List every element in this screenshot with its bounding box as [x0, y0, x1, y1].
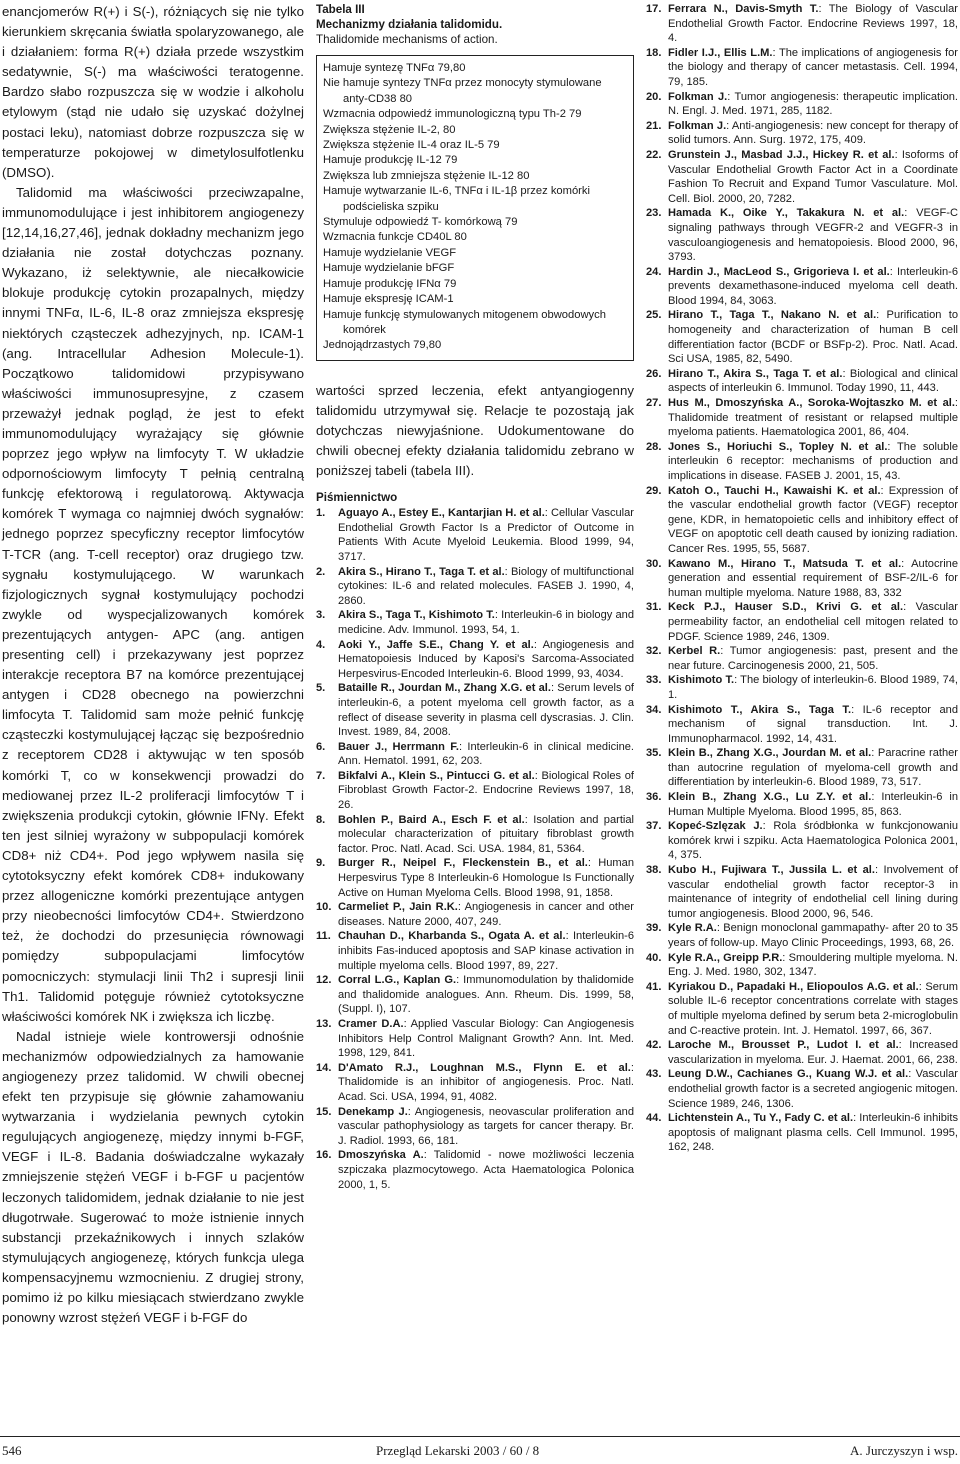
- reference-number: 12.: [316, 974, 332, 987]
- reference-list: [646, 2, 958, 1155]
- reference-text: : Interleukin-6 inhibits apoptosis of malignant plasma cells. Cell Immunol. 1995, 162, 248.: [668, 1112, 959, 1154]
- reference-text: : Angiogenesis in cancer and other diseases. Nature 2000, 407, 249.: [338, 901, 634, 928]
- reference-item: [646, 367, 958, 396]
- page-number: 546: [2, 1443, 22, 1458]
- reference-item: [646, 1067, 958, 1111]
- reference-text: : Interleukin-6 in Human Multiple Myeloma. Blood 1995, 85, 863.: [668, 791, 958, 818]
- reference-authors: Klein B., Zhang X.G., Lu Z.Y. et al.: [668, 791, 872, 804]
- reference-authors: Kyle R.A., Greipp P.R.: [668, 951, 783, 964]
- column-1: [2, 2, 304, 1328]
- body-paragraph: Nadal istnieje wiele kontrowersji odnośnie mechanizmów odpowiedzialnych za hamowanie angiogenezy przez talidomid. W chwili obecnej efekt ten przypisuje się głównie zahamowaniu wytwarzania i wydzielania pewnych cytokin regulujących angiogenezę, między innymi b-FGF, VEGF i IL-8. Badania doświadczalne wykazały zmniejszenie stężeń VEGF i b-FGF u pacjentów leczonych talidomidem, jednak działanie to nie jest długotrwałe. Sugerować to może istnienie innych substancji przekaźnikowych i innych szlaków stymulujących angiogenezę, których funkcja ulega kompensacyjnemu wzmocnieniu. Z drugiej strony, pomimo iż po kilku miesiącach stwierdzano zwykle ponowny wzrost stężeń VEGF i b-FGF do: [2, 1028, 304, 1326]
- reference-authors: Dmoszyńska A.: [338, 1149, 424, 1162]
- reference-number: 28.: [646, 440, 662, 453]
- reference-item: [646, 1038, 958, 1067]
- reference-number: 42.: [646, 1039, 662, 1052]
- reference-text: : VEGF-C signaling pathways through VEGFR-2 and VEGFR-3 in vasculoangiogenesis and hematopoiesis. Blood 2000, 96, 3793.: [668, 207, 958, 264]
- reference-number: 36.: [646, 791, 662, 804]
- reference-item: [646, 644, 958, 673]
- reference-number: 7.: [316, 769, 326, 782]
- reference-number: 39.: [646, 922, 662, 935]
- reference-number: 37.: [646, 820, 662, 833]
- reference-text: : Immunomodulation by thalidomide and thalidomide analogues. Ann. Rheum. Dis. 1999, 58, (Suppl. I), 107.: [338, 974, 634, 1016]
- reference-item: [646, 440, 958, 484]
- reference-item: [316, 1017, 634, 1061]
- reference-item: [646, 148, 958, 206]
- reference-text: : Paracrine rather than autocrine regulation of myeloma-cell growth and differentiation by interleukin-6. Blood 1989, 73, 517.: [668, 747, 958, 789]
- reference-authors: Aguayo A., Estey E., Kantarjian H. et al.: [338, 507, 545, 520]
- reference-number: 13.: [316, 1017, 332, 1030]
- reference-number: 3.: [316, 609, 326, 622]
- reference-text: : Human Herpesvirus Type 8 Interleukin-6 Homologue Is Functionally Active on Human Myeloma Cells. Blood 1998, 91, 1858.: [338, 857, 634, 899]
- reference-text: : Biological Roles of Fibroblast Growth Factor-2. Endocrine Reviews 1997, 18, 26.: [338, 769, 634, 812]
- reference-item: [316, 565, 634, 609]
- reference-number: 41.: [646, 980, 662, 993]
- reference-authors: Hamada K., Oike Y., Takakura N. et al.: [668, 207, 905, 220]
- reference-authors: Hardin J., MacLeod S., Grigorieva I. et al.: [668, 265, 890, 278]
- reference-authors: Ferrara N., Davis-Smyth T.: [668, 3, 819, 15]
- table-row: Zwiększa stężenie IL-4 oraz IL-5 79: [323, 139, 500, 152]
- reference-item: [646, 396, 958, 440]
- table-label: Tabela III: [316, 3, 365, 16]
- reference-text: : Tumor angiogenesis: therapeutic implication. N. Engl. J. Med. 1971, 285, 1182.: [668, 90, 958, 118]
- reference-authors: Laroche M., Brousset P., Ludot I. et al.: [668, 1039, 899, 1052]
- table-row: Wzmacnia funkcje CD40L 80: [323, 231, 467, 244]
- reference-text: : Increased vascularization in myeloma. Eur. J. Haemat. 2001, 66, 238.: [668, 1039, 958, 1066]
- reference-authors: Kyle R.A.: [668, 922, 717, 935]
- reference-authors: Akira S., Taga T., Kishimoto T.: [338, 609, 495, 622]
- reference-text: : Cellular Vascular Endothelial Growth Factor Is a Predictor of Outcome in Patients With Acute Myeloid Leukemia. Blood 1999, 94, 3717.: [338, 507, 634, 563]
- table-row: Hamuje ekspresję ICAM-1: [323, 293, 454, 306]
- reference-item: [646, 703, 958, 747]
- footer-author: A. Jurczyszyn i wsp.: [850, 1443, 958, 1458]
- reference-text: : Serum soluble IL-6 receptor concentrations correlate with stages of multiple myeloma defined by serum beta 2-microglobulin and C-reactive protein. Int. J. Hematol. 1997, 66, 367.: [668, 980, 958, 1037]
- reference-item: [646, 790, 958, 819]
- reference-authors: Hirano T., Taga T., Nakano N. et al.: [668, 309, 877, 322]
- table-row: Hamuje produkcję IL-12 79: [323, 154, 458, 167]
- reference-authors: Kishimoto T.: [668, 674, 735, 687]
- reference-authors: Folkman J.: [668, 90, 728, 103]
- reference-number: 1.: [316, 507, 326, 520]
- reference-item: [646, 2, 958, 46]
- reference-text: : Serum levels of interleukin-6, a potent myeloma cell growth factor, as a reflect of disease severity in plasma cell dyscrasias. J. Clin. Invest. 1989, 84, 2008.: [338, 682, 634, 739]
- reference-item: [316, 608, 634, 637]
- reference-item: [646, 863, 958, 921]
- reference-text: : Biological and clinical aspects of interleukin 6. Immunol. Today 1990, 11, 443.: [668, 367, 958, 395]
- reference-number: 44.: [646, 1112, 662, 1125]
- reference-text: : The implications of angiogenesis for the biology and therapy of cancer metastasis. Cell. 1994, 79, 185.: [668, 46, 958, 88]
- reference-text: : Involvement of vascular endothelial growth factor receptor-3 in maintenance of integrity of endothelial cell lining during tumor angiogenesis. Blood 2000, 96, 546.: [668, 864, 959, 920]
- reference-text: : Interleukin-6 in biology and medicine. Adv. Immunol. 1993, 54, 1.: [338, 609, 634, 636]
- reference-text: : Talidomid - nowe możliwości leczenia szpiczaka plazmocytowego. Acta Haematologica Polonica 2000, 1, 5.: [338, 1149, 635, 1191]
- reference-number: 2.: [316, 565, 326, 578]
- reference-text: : Angiogenesis and Hematopoiesis Induced by Kaposi's Sarcoma-Associated Herpesvirus-Encoded Interleukin-6. Blood 1999, 93, 4034.: [338, 638, 634, 680]
- reference-item: [316, 929, 634, 973]
- reference-text: : Angiogenesis, neovascular proliferation and vascular pathophysiology as targets for cancer therapy. Br. J. Radiol. 1993, 66, 181.: [338, 1105, 634, 1147]
- reference-text: : Isoforms of Vascular Endothelial Growth Factor Act in a Coordinate Fashion To Recruit and Expand Tumor Vasculature. Mol. Cell. Biol. 2000, 20, 7282.: [668, 148, 958, 205]
- reference-number: 35.: [646, 747, 662, 760]
- reference-item: [646, 746, 958, 790]
- reference-authors: Aoki Y., Jaffe S.E., Chang Y. et al.: [338, 638, 534, 651]
- reference-text: : Benign monoclonal gammapathy- after 20 to 35 years of follow-up. Mayo Clinic Proceedings, 1993, 68, 26.: [668, 922, 958, 949]
- reference-item: [646, 1111, 958, 1155]
- reference-number: 21.: [646, 119, 662, 132]
- reference-text: : Tumor angiogenesis: past, present and the near future. Carcinogenesis 2000, 21, 505.: [668, 645, 958, 672]
- reference-item: [646, 206, 958, 264]
- reference-authors: Kerbel R.: [668, 645, 721, 658]
- page-footer: [0, 1436, 960, 1464]
- reference-number: 9.: [316, 857, 326, 870]
- table-row: Hamuje wytwarzanie IL-6, TNFα i IL-1β przez komórki podścieliska szpiku: [323, 185, 590, 213]
- reference-item: [646, 265, 958, 309]
- reference-item: [316, 900, 634, 929]
- reference-text: : Vascular endothelial growth factor is a secreted angiogenic mitogen. Science 1989, 246, 1306.: [668, 1068, 958, 1110]
- reference-authors: Akira S., Hirano T., Taga T. et al.: [338, 565, 505, 578]
- body-paragraph: enancjomerów R(+) i S(-), różniących się nie tylko kierunkiem skręcania światła spolaryzowanego, ale i działaniem: forma R(+) działa przede wszystkim sedatywnie, S(-) ma właściwości teratogenne. Bardzo słabo rozpuszcza się w wodzie i alkoholu etylowym (stąd nie udało się uzyskać dożylnej postaci leku), natomiast dobrze rozpuszcza się w temperaturze pokojowej w dimetylosulfotlenku (DMSO).: [2, 4, 304, 180]
- reference-number: 11.: [316, 930, 331, 943]
- reference-authors: Kubo H., Fujiwara T., Jussila L. et al.: [668, 864, 875, 877]
- reference-item: [646, 951, 958, 980]
- reference-text: : Thalidomide is an inhibitor of angiogenesis. Proc. Natl. Acad. Sci. USA, 1994, 91, 4082.: [338, 1061, 634, 1103]
- reference-authors: Lichtenstein A., Tu Y., Fady C. et al.: [668, 1112, 854, 1125]
- reference-text: : Isolation and partial molecular characterization of pituitary fibroblast growth factor. Proc. Natl. Acad. Sci. USA. 1984, 81, 5364.: [338, 813, 635, 855]
- reference-authors: Katoh O., Tauchi H., Kawaishi K. et al.: [668, 484, 881, 497]
- reference-item: [316, 769, 634, 813]
- reference-number: 30.: [646, 557, 662, 570]
- reference-authors: Klein B., Zhang X.G., Jourdan M. et al.: [668, 747, 872, 760]
- reference-text: : Interleukin-6 prevents dexamethasone-induced myeloma cell death. Blood 1994, 84, 3063.: [668, 265, 958, 307]
- reference-authors: Fidler I.J., Ellis L.M.: [668, 46, 773, 59]
- reference-authors: Bauer J., Herrmann F.: [338, 740, 459, 753]
- reference-item: [646, 46, 958, 90]
- table-title-pl: Mechanizmy działania talidomidu.: [316, 18, 503, 31]
- reference-number: 18.: [646, 46, 662, 59]
- reference-text: : Purification to homogeneity and characterization of human B cell differentiation factor (BCDF or BSFp-2). Proc. Natl. Acad. Sci USA, 1985, 82, 5490.: [668, 309, 958, 366]
- column-2: [316, 2, 634, 1192]
- reference-authors: Hirano T., Akira S., Taga T. et al.: [668, 367, 843, 380]
- reference-text: : Autocrine generation and essential requirement of BSF-2/IL-6 for human multiple myeloma. Nature 1988, 83, 332: [668, 557, 958, 599]
- reference-number: 6.: [316, 740, 326, 753]
- reference-text: : Rola śródbłonka w funkcjonowaniu komórek krwi i szpiku. Acta Haematologica Polonica 2001, 4, 375.: [668, 820, 958, 862]
- table-row: Hamuje syntezę TNFα 79,80: [323, 62, 466, 74]
- reference-authors: Corral L.G., Kaplan G.: [338, 974, 457, 987]
- reference-number: 25.: [646, 309, 662, 322]
- reference-text: : Vascular permeability factor, an endothelial cell mitogen related to PDGF. Science 1989, 246, 1309.: [668, 601, 958, 643]
- body-paragraph: Talidomid ma właściwości przeciwzapalne, immunomodulujące i jest inhibitorem angiogenezy [12,14,16,27,46], jednak dokładny mechanizm jego działania nie został dotychczas poznany. Wykazano, iż selektywnie, ale niecałkowicie blokuje produkcję cytokin prozapalnych, między innymi TNFα, IL-6, IL-8 oraz zmniejsza ekspresję niektórych cząsteczek adhezyjnych, np. ICAM-1 (ang. Intracellular Adhesion Molecule-1). Początkowo talidomidowi przypisywano właściwości immunosupresyjne, z czasem przeważył jednak pogląd, że jest to efekt immunomodulujący wyrażający się głównie poprzez jego wpływ na limfocyty T. W układzie odpornościowym limfocyty T pełnią centralną funkcję efektorową i regulatorową. Aktywacja komórek T wymaga co najmniej dwóch sygnałów: jednego poprzez specyficzny receptor limfocytów T-TCR (ang. T-cell receptor) oraz drugiego tzw. sygnału kostymulującego. W warunkach fizjologicznych sygnał kostymulujący pochodzi zwykle od wyspecjalizowanych komórek prezentujących antygen- APC (ang. antigen presenting cell) i przekazywany jest poprzez interakcje receptora B7 na komórce prezentującej antygen i CD28 obecnego na powierzchni limfocyta T. Talidomid sam może pełnić funkcję cząsteczki kostymulującej łącząc się bezpośrednio z receptorem CD28 i aktywując w ten sposób komórki T, co w konsekwencji prowadzi do mediowanej przez IL-2 proliferacji limfocytów T i zwiększenia produkcji cytokin, głównie IFNγ. Efekt ten jest silniej wyrażony w subpopulacji komórek CD8+ niż CD4+. Pod jego wpływem nasila się cytotoksyczny efekt komórek CD8+ indukowany przez allogeniczne komórki prezentujące antygen przy nieobecności limfocytów CD4+. Stwierdzono też, że dochodzi do przesunięcia równowagi pomiędzy subpopulacjami limfocytów pomocniczych: stymulacji linii Th2 i supresji linii Th1. Talidomid potęguje również cytotoksyczne właściwości komórek NK i zwiększa ich liczbę.: [2, 184, 304, 1024]
- reference-item: [316, 740, 634, 769]
- reference-number: 43.: [646, 1068, 662, 1081]
- reference-number: 38.: [646, 864, 662, 877]
- reference-item: [316, 973, 634, 1017]
- reference-text: : Anti-angiogenesis: new concept for therapy of solid tumors. Ann. Surg. 1972, 175, 409.: [668, 119, 958, 147]
- reference-item: [316, 681, 634, 739]
- table-row: Wzmacnia odpowiedź immunologiczną typu Th-2 79: [323, 108, 582, 121]
- reference-item: [316, 506, 634, 564]
- reference-item: [316, 1148, 634, 1192]
- table-row: Stymuluje odpowiedź T- komórkową 79: [323, 216, 518, 229]
- reference-item: [646, 557, 958, 601]
- reference-item: [646, 308, 958, 366]
- reference-item: [316, 1061, 634, 1105]
- reference-text: : Interleukin-6 inhibits Fas-induced apoptosis and SAP kinase activation in multiple myeloma cells. Blood 1997, 89, 227.: [338, 930, 634, 972]
- reference-authors: Leung D.W., Cachianes G., Kuang W.J. et al.: [668, 1068, 909, 1081]
- reference-authors: Carmeliet P., Jain R.K.: [338, 901, 458, 914]
- reference-text: : Smouldering multiple myeloma. N. Eng. J. Med. 1980, 302, 1347.: [668, 951, 958, 979]
- reference-authors: Grunstein J., Masbad J.J., Hickey R. et al.: [668, 148, 895, 161]
- table-box: [316, 55, 634, 361]
- reference-item: [646, 921, 958, 950]
- table-title-en: Thalidomide mechanisms of action.: [316, 33, 498, 46]
- reference-number: 16.: [316, 1149, 332, 1162]
- reference-item: [646, 119, 958, 148]
- reference-number: 32.: [646, 645, 662, 658]
- reference-authors: Chauhan D., Kharbanda S., Ogata A. et al.: [338, 930, 566, 943]
- reference-authors: Burger R., Neipel F., Fleckenstein B., et al.: [338, 857, 588, 870]
- reference-authors: Bataille R., Jourdan M., Zhang X.G. et al.: [338, 682, 551, 695]
- reference-authors: Hus M., Dmoszyńska A., Soroka-Wojtaszko M. et al.: [668, 397, 955, 410]
- reference-number: 27.: [646, 397, 662, 410]
- reference-number: 34.: [646, 703, 662, 716]
- reference-item: [316, 638, 634, 682]
- reference-number: 20.: [646, 90, 662, 103]
- reference-number: 33.: [646, 674, 662, 687]
- reference-list: [316, 506, 634, 1192]
- reference-authors: Kopeć-Szlęzak J.: [668, 820, 763, 833]
- reference-number: 5.: [316, 682, 326, 695]
- reference-text: : Applied Vascular Biology: Can Angiogenesis Inhibitors Help Control Malignant Growth? Ann. Int. Med. 1998, 129, 841.: [338, 1017, 634, 1060]
- journal-name: Przegląd Lekarski 2003 / 60 / 8: [376, 1443, 540, 1458]
- reference-number: 8.: [316, 813, 326, 826]
- body-paragraph: wartości sprzed leczenia, efekt antyangiogenny talidomidu utrzymywał się. Relacje te pozostają jak dotychczas niewyjaśnione. Udokumentowane do chwili obecnej efekty działania talidomidu zebrano w poniższej tabeli (tabela III).: [316, 382, 634, 479]
- reference-item: [316, 1105, 634, 1149]
- reference-number: 15.: [316, 1105, 332, 1118]
- reference-number: 4.: [316, 638, 326, 651]
- column-3: [646, 2, 958, 1155]
- reference-number: 17.: [646, 3, 662, 15]
- reference-authors: D'Amato R.J., Loughnan M.S., Flynn E. et al.: [338, 1061, 631, 1074]
- table-row: Jednojądrzastych 79,80: [323, 339, 442, 352]
- reference-text: : The biology of interleukin-6. Blood 1989, 74, 1.: [668, 674, 958, 701]
- reference-number: 22.: [646, 148, 662, 161]
- reference-authors: Cramer D.A.: [338, 1017, 404, 1030]
- table-row: Hamuje funkcję stymulowanych mitogenem obwodowych komórek: [323, 308, 606, 336]
- reference-text: : Interleukin-6 in clinical medicine. Ann. Hematol. 1991, 62, 203.: [338, 740, 634, 768]
- reference-number: 23.: [646, 207, 662, 220]
- reference-text: : The Biology of Vascular Endothelial Growth Factor. Endocrine Reviews 1997, 18, 4.: [668, 3, 958, 45]
- table-row: Hamuje wydzielanie bFGF: [323, 262, 455, 275]
- table-row: Hamuje produkcję IFNα 79: [323, 277, 457, 290]
- reference-item: [646, 980, 958, 1038]
- reference-authors: Kishimoto T., Akira S., Taga T.: [668, 703, 852, 716]
- reference-authors: Kyriakou D., Papadaki H., Eliopoulos A.G. et al.: [668, 980, 919, 993]
- reference-item: [646, 819, 958, 863]
- reference-authors: Folkman J.: [668, 119, 727, 132]
- reference-number: 14.: [316, 1061, 332, 1074]
- reference-item: [646, 484, 958, 557]
- reference-authors: Bohlen P., Baird A., Esch F. et al.: [338, 813, 525, 826]
- table-row: Hamuje wydzielanie VEGF: [323, 246, 457, 259]
- reference-text: : IL-6 receptor and mechanism of signal transduction. Int. J. Immunopharmacol. 1992, 14, 431.: [668, 703, 958, 745]
- reference-number: 10.: [316, 901, 332, 914]
- reference-authors: Keck P.J., Hauser S.D., Krivi G. et al.: [668, 601, 904, 614]
- reference-text: : Biology of multifunctional cytokines: IL-6 and related molecules. FASEB J. 1990, 4, 2860.: [338, 565, 634, 607]
- references-heading: Piśmiennictwo: [316, 491, 398, 505]
- table-row: Zwiększa stężenie IL-2, 80: [323, 123, 456, 136]
- reference-item: [646, 600, 958, 644]
- reference-authors: Kawano M., Hirano T., Matsuda T. et al.: [668, 557, 902, 570]
- reference-number: 24.: [646, 265, 662, 278]
- reference-text: : Thalidomide treatment of resistant or relapsed multiple myeloma patients. Haematologica 2001, 86, 404.: [668, 397, 958, 439]
- reference-authors: Jones S., Horiuchi S., Topley N. et al.: [668, 440, 888, 453]
- table-row: Zwiększa lub zmniejsza stężenie IL-12 80: [323, 169, 530, 182]
- reference-number: 31.: [646, 601, 662, 614]
- reference-number: 26.: [646, 367, 662, 380]
- reference-item: [646, 673, 958, 702]
- reference-number: 29.: [646, 484, 662, 497]
- reference-text: : The soluble interleukin 6 receptor: mechanisms of production and implications in disease. FASEB J. 2001, 15, 43.: [668, 440, 958, 482]
- table-row: Nie hamuje syntezy TNFα przez monocyty stymulowane anty-CD38 80: [323, 77, 602, 105]
- reference-item: [316, 856, 634, 900]
- reference-text: : Expression of the vascular endothelial growth factor (VEGF) receptor gene, KDR, in hematopoietic cells and inhibitory effect of VEGF on apoptotic cell death caused by ionizing radiation. Cancer Res. 1995, 55, 5687.: [668, 484, 958, 555]
- reference-authors: Denekamp J.: [338, 1105, 408, 1118]
- reference-number: 40.: [646, 951, 662, 964]
- reference-item: [646, 90, 958, 119]
- reference-item: [316, 813, 634, 857]
- reference-authors: Bikfalvi A., Klein S., Pintucci G. et al.: [338, 769, 535, 782]
